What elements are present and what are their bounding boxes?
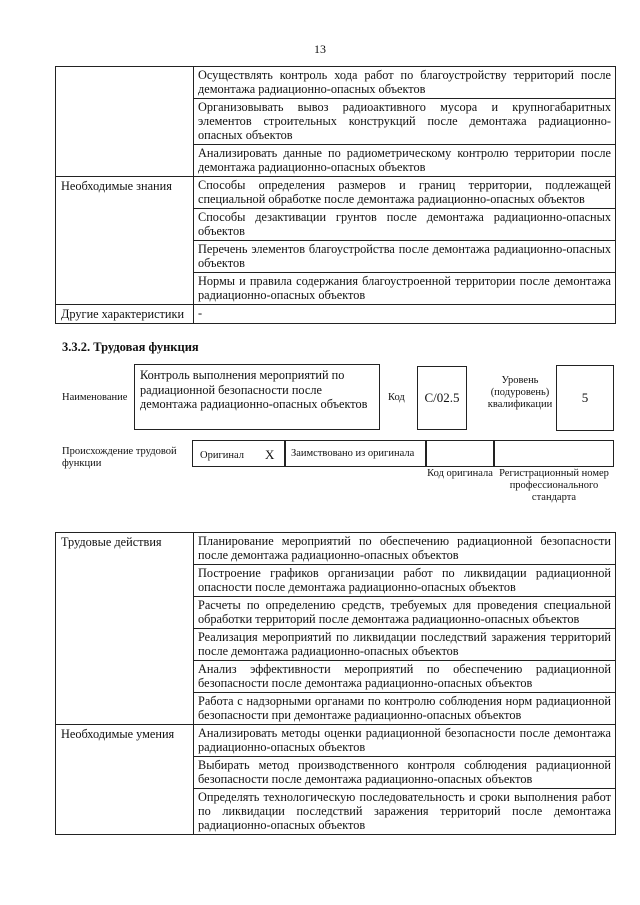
- row-label: [56, 67, 194, 177]
- page-number: 13: [314, 42, 326, 56]
- code-original-cell: [426, 440, 494, 467]
- table-cell: Способы дезактивации грунтов после демонтажа радиационно-опасных объектов: [194, 209, 616, 241]
- original-mark: X: [265, 447, 275, 462]
- table-cell: Построение графиков организации работ по ликвидации радиационной опасности после демонтажа радиационно-опасных объектов: [194, 565, 616, 597]
- table-cell: Расчеты по определению средств, требуемых для проведения специальной обработки территорий после демонтажа радиационно-опасных объектов: [194, 597, 616, 629]
- function-code-box: C/02.5: [417, 366, 467, 430]
- row-label-skills: Необходимые умения: [56, 725, 194, 835]
- row-label-actions: Трудовые действия: [56, 533, 194, 725]
- table-cell: Осуществлять контроль хода работ по благоустройству территорий после демонтажа радиационно-опасных объектов: [194, 67, 616, 99]
- labor-actions-table: [55, 532, 616, 835]
- table-cell: Планирование мероприятий по обеспечению радиационной безопасности после демонтажа радиационно-опасных объектов: [194, 533, 616, 565]
- table-row: [56, 305, 616, 324]
- table-row: [56, 177, 616, 209]
- table-cell: Нормы и правила содержания благоустроенной территории после демонтажа радиационно-опасных объектов: [194, 273, 616, 305]
- table-cell: Анализировать методы оценки радиационной безопасности после демонтажа радиационно-опасных объектов: [194, 725, 616, 757]
- table-row: [56, 533, 616, 565]
- qualification-level-box: 5: [556, 365, 614, 431]
- table-cell: Анализировать данные по радиометрическому контролю территории после демонтажа радиационно-опасных объектов: [194, 145, 616, 177]
- row-label-knowledge: Необходимые знания: [56, 177, 194, 305]
- table-cell: Анализ эффективности мероприятий по обеспечению радиационной безопасности после демонтажа радиационно-опасных объектов: [194, 661, 616, 693]
- name-label: Наименование: [62, 392, 128, 403]
- borrowed-label: Заимствовано из оригинала: [291, 448, 415, 459]
- table-cell: Выбирать метод производственного контроля соблюдения радиационной безопасности после демонтажа радиационно-опасных объектов: [194, 757, 616, 789]
- code-label: Код: [388, 392, 405, 403]
- table-cell: Реализация мероприятий по ликвидации последствий заражения территорий после демонтажа радиационно-опасных объектов: [194, 629, 616, 661]
- table-row: [56, 67, 616, 99]
- table-cell: Организовывать вывоз радиоактивного мусора и крупногабаритных элементов строительных конструкций после демонтажа радиационно-опасных объектов: [194, 99, 616, 145]
- code-original-label: Код оригинала: [427, 468, 493, 479]
- section-heading: 3.3.2. Трудовая функция: [62, 340, 199, 354]
- table-cell: Работа с надзорными органами по контролю соблюдения норм радиационной безопасности при демонтаже радиационно-опасных объектов: [194, 693, 616, 725]
- original-label: Оригинал: [200, 450, 244, 461]
- table-cell: Определять технологическую последовательность и сроки выполнения работ по ликвидации последствий заражения территорий после демонтажа радиационно-опасных объектов: [194, 789, 616, 835]
- row-label-other: Другие характеристики: [56, 305, 194, 324]
- skills-table-continued: [55, 66, 616, 324]
- table-cell: Способы определения размеров и границ территории, подлежащей специальной обработке после демонтажа радиационно-опасных объектов: [194, 177, 616, 209]
- table-cell: -: [194, 305, 616, 324]
- table-row: [56, 725, 616, 757]
- reg-number-label: Регистрационный номер профессионального стандарта: [499, 468, 609, 503]
- original-cell: [192, 440, 285, 467]
- qualification-level-label: Уровень (подуровень) квалификации: [487, 375, 553, 410]
- function-name-box: Контроль выполнения мероприятий по радиационной безопасности после демонтажа радиационно-опасных объектов: [134, 364, 380, 430]
- borrowed-cell: [285, 440, 426, 467]
- reg-number-cell: [494, 440, 614, 467]
- table-cell: Перечень элементов благоустройства после демонтажа радиационно-опасных объектов: [194, 241, 616, 273]
- origin-label: Происхождение трудовой функции: [62, 446, 177, 469]
